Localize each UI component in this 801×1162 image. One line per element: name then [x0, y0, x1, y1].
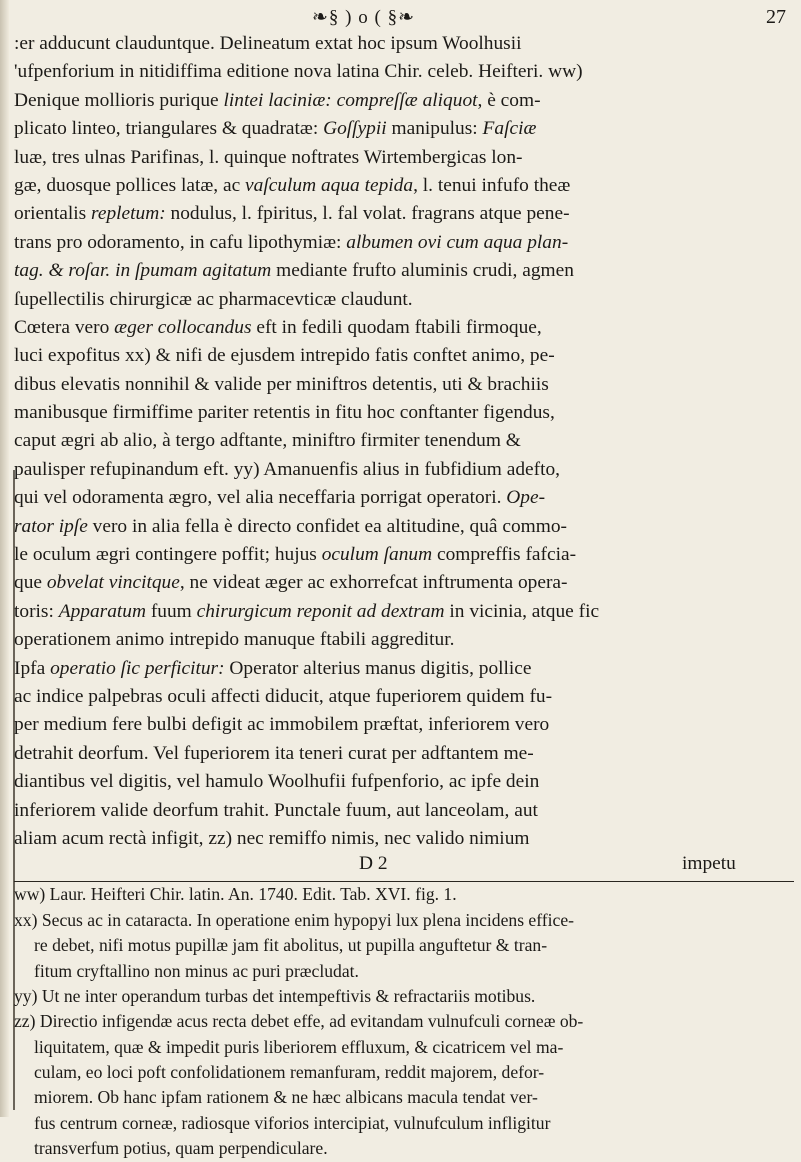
text-span: , ne videat æger ac exhorrefcat inftrumenta opera- — [179, 572, 568, 594]
text-line — [14, 655, 794, 683]
page-number: 27 — [766, 6, 786, 28]
footnote-line: culam, eo loci poft confolidationem remanfuram, reddit majorem, defor- — [34, 1062, 545, 1083]
page-header — [0, 6, 801, 32]
header-ornament: ❧§ ) o ( §❧ — [312, 7, 415, 28]
text-lines — [14, 30, 794, 853]
text-line — [14, 342, 794, 370]
italic-span: tag. & roſar. in ſpumam agitatum — [14, 260, 272, 282]
text-span: , è com- — [477, 89, 541, 111]
footnote-line: xx) Secus ac in cataracta. In operatione enim hypopyi lux plena incidens effice- — [14, 909, 575, 930]
italic-span: chirurgicum reponit ad dextram — [196, 600, 445, 622]
text-line — [14, 115, 794, 143]
italic-span: Ope- — [506, 487, 546, 509]
signature-row — [14, 853, 794, 881]
text-span: detrahit deorfum. Vel fuperiorem ita teneri curat per adftantem me- — [14, 742, 534, 764]
text-line — [14, 768, 794, 796]
italic-span: albumen ovi cum aqua plan- — [346, 231, 569, 253]
text-line — [14, 257, 794, 285]
text-span: que — [14, 572, 47, 594]
text-span: Ipfa — [14, 657, 51, 679]
text-span: toris: — [14, 600, 59, 622]
text-line — [14, 427, 794, 455]
footnote-line: re debet, nifi motus pupillæ jam fit abolitus, ut pupilla anguftetur & tran- — [34, 935, 548, 956]
text-span: mediante frufto aluminis crudi, agmen — [271, 260, 574, 282]
text-span: diantibus vel digitis, vel hamulo Woolhufii fufpenforio, ac ipfe dein — [14, 771, 540, 793]
main-text — [14, 30, 794, 1162]
text-line — [14, 541, 794, 569]
footnote-line: miorem. Ob hanc ipfam rationem & ne hæc albicans macula tendat ver- — [34, 1087, 538, 1108]
text-line — [14, 825, 794, 853]
text-span: Denique mollioris purique — [14, 89, 224, 111]
footnote-line: transverfum potius, quam perpendiculare. — [34, 1138, 328, 1159]
text-span: :er adducunt clauduntque. Delineatum extat hoc ipsum Woolhusii — [14, 33, 522, 54]
catchword: impetu — [682, 853, 736, 875]
text-line — [14, 58, 794, 86]
text-line — [14, 484, 794, 512]
text-line — [14, 569, 794, 597]
text-span: inferiorem valide deorfum trahit. Punctale fuum, aut lanceolam, aut — [14, 799, 538, 821]
footnote-line: liquitatem, quæ & impedit puris liberiorem effluxum, & cicatricem vel ma- — [34, 1036, 564, 1057]
text-line — [14, 87, 794, 115]
italic-span: oculum ſanum — [321, 544, 433, 566]
text-line — [14, 229, 794, 257]
italic-span: operatio ſic perficitur: — [50, 657, 225, 679]
text-span: manipulus: — [386, 118, 483, 140]
text-span: vero in alia fella è directo confidet ea altitudine, quâ commo- — [87, 515, 567, 537]
signature-mark: D 2 — [359, 853, 388, 875]
italic-span: Faſciæ — [482, 118, 537, 140]
text-span: manibusque firmiffime pariter retentis in fitu hoc conftanter figendus, — [14, 402, 555, 424]
text-line — [14, 513, 794, 541]
text-span: in vicinia, atque fic — [444, 600, 600, 622]
text-span: luci expofitus xx) & nifi de ejusdem intrepido fatis conftet animo, pe- — [14, 345, 555, 367]
text-span: eft in fedili quodam ftabili firmoque, — [251, 316, 542, 338]
italic-span: Goſſypii — [323, 118, 387, 140]
text-line — [14, 314, 794, 342]
text-line — [14, 286, 794, 314]
italic-span: obvelat vincitque — [46, 572, 180, 594]
text-span: fuum — [145, 600, 197, 622]
text-span: dibus elevatis nonnihil & valide per miniftros detentis, uti & brachiis — [14, 373, 549, 395]
text-span: gæ, duosque pollices latæ, ac — [14, 174, 246, 196]
text-line — [14, 626, 794, 654]
text-span: per medium fere bulbi defigit ac immobilem præftat, inferiorem vero — [14, 714, 550, 736]
text-span: ac indice palpebras oculi affecti diducit, atque fuperiorem quidem fu- — [14, 685, 553, 707]
text-span: , l. tenui infufo theæ — [413, 174, 571, 196]
text-span: luæ, tres ulnas Parifinas, l. quinque noftrates Wirtembergicas lon- — [14, 146, 523, 168]
text-line — [14, 740, 794, 768]
footnote-line: fus centrum corneæ, radiosque viforios intercipiat, vulnufculum infligitur — [34, 1112, 551, 1133]
italic-span: rator ipſe — [14, 515, 88, 537]
text-line — [14, 144, 794, 172]
text-span: paulisper refupinandum eft. yy) Amanuenfis alius in fubfidium adefto, — [14, 458, 561, 480]
text-span: plicato linteo, triangulares & quadratæ: — [14, 118, 324, 140]
italic-span: lintei laciniæ: compreſſæ aliquot — [223, 89, 478, 111]
text-span: Operator alterius manus digitis, pollice — [224, 657, 532, 679]
text-line — [14, 200, 794, 228]
text-span: le oculum ægri contingere poffit; hujus — [14, 544, 322, 566]
text-line — [14, 456, 794, 484]
text-line — [14, 797, 794, 825]
italic-span: repletum: — [91, 203, 166, 225]
italic-span: æger collocandus — [114, 316, 252, 338]
text-span: operationem animo intrepido manuque ftabili aggreditur. — [14, 629, 455, 651]
text-line — [14, 30, 794, 58]
text-span: 'ufpenforium in nitidiffima editione nova latina Chir. celeb. Heifteri. ww) — [14, 61, 583, 83]
text-span: caput ægri ab alio, à tergo adftante, miniftro firmiter tenendum & — [14, 430, 521, 452]
text-line — [14, 172, 794, 200]
text-span: trans pro odoramento, in cafu lipothymiæ: — [14, 231, 347, 253]
text-line — [14, 598, 794, 626]
text-span: orientalis — [14, 203, 92, 225]
italic-span: Apparatum — [58, 600, 146, 622]
text-line — [14, 371, 794, 399]
footnote-line: fitum cryftallino non minus ac puri præcludat. — [34, 960, 359, 981]
page-gutter-edge — [0, 0, 9, 1117]
italic-span: vaſculum aqua tepida — [245, 174, 414, 196]
text-line — [14, 711, 794, 739]
footnote-line: zz) Directio infigendæ acus recta debet effe, ad evitandam vulnufculi corneæ ob- — [14, 1011, 584, 1032]
text-span: nodulus, l. fpiritus, l. fal volat. fragrans atque pene- — [165, 203, 570, 225]
footnote-line: ww) Laur. Heifteri Chir. latin. An. 1740. Edit. Tab. XVI. fig. 1. — [14, 884, 457, 905]
text-span: Cœtera vero — [14, 316, 115, 338]
text-span: ſupellectilis chirurgicæ ac pharmacevticæ claudunt. — [14, 288, 413, 310]
footnote-line: yy) Ut ne inter operandum turbas det intempeftivis & refractariis motibus. — [14, 985, 536, 1006]
text-span: compreffis fafcia- — [432, 544, 577, 566]
footnotes — [14, 882, 794, 1161]
text-line — [14, 399, 794, 427]
text-span: aliam acum rectà infigit, zz) nec remiffo nimis, nec valido nimium — [14, 827, 530, 849]
text-span: qui vel odoramenta ægro, vel alia neceffaria porrigat operatori. — [14, 487, 507, 509]
text-line — [14, 683, 794, 711]
